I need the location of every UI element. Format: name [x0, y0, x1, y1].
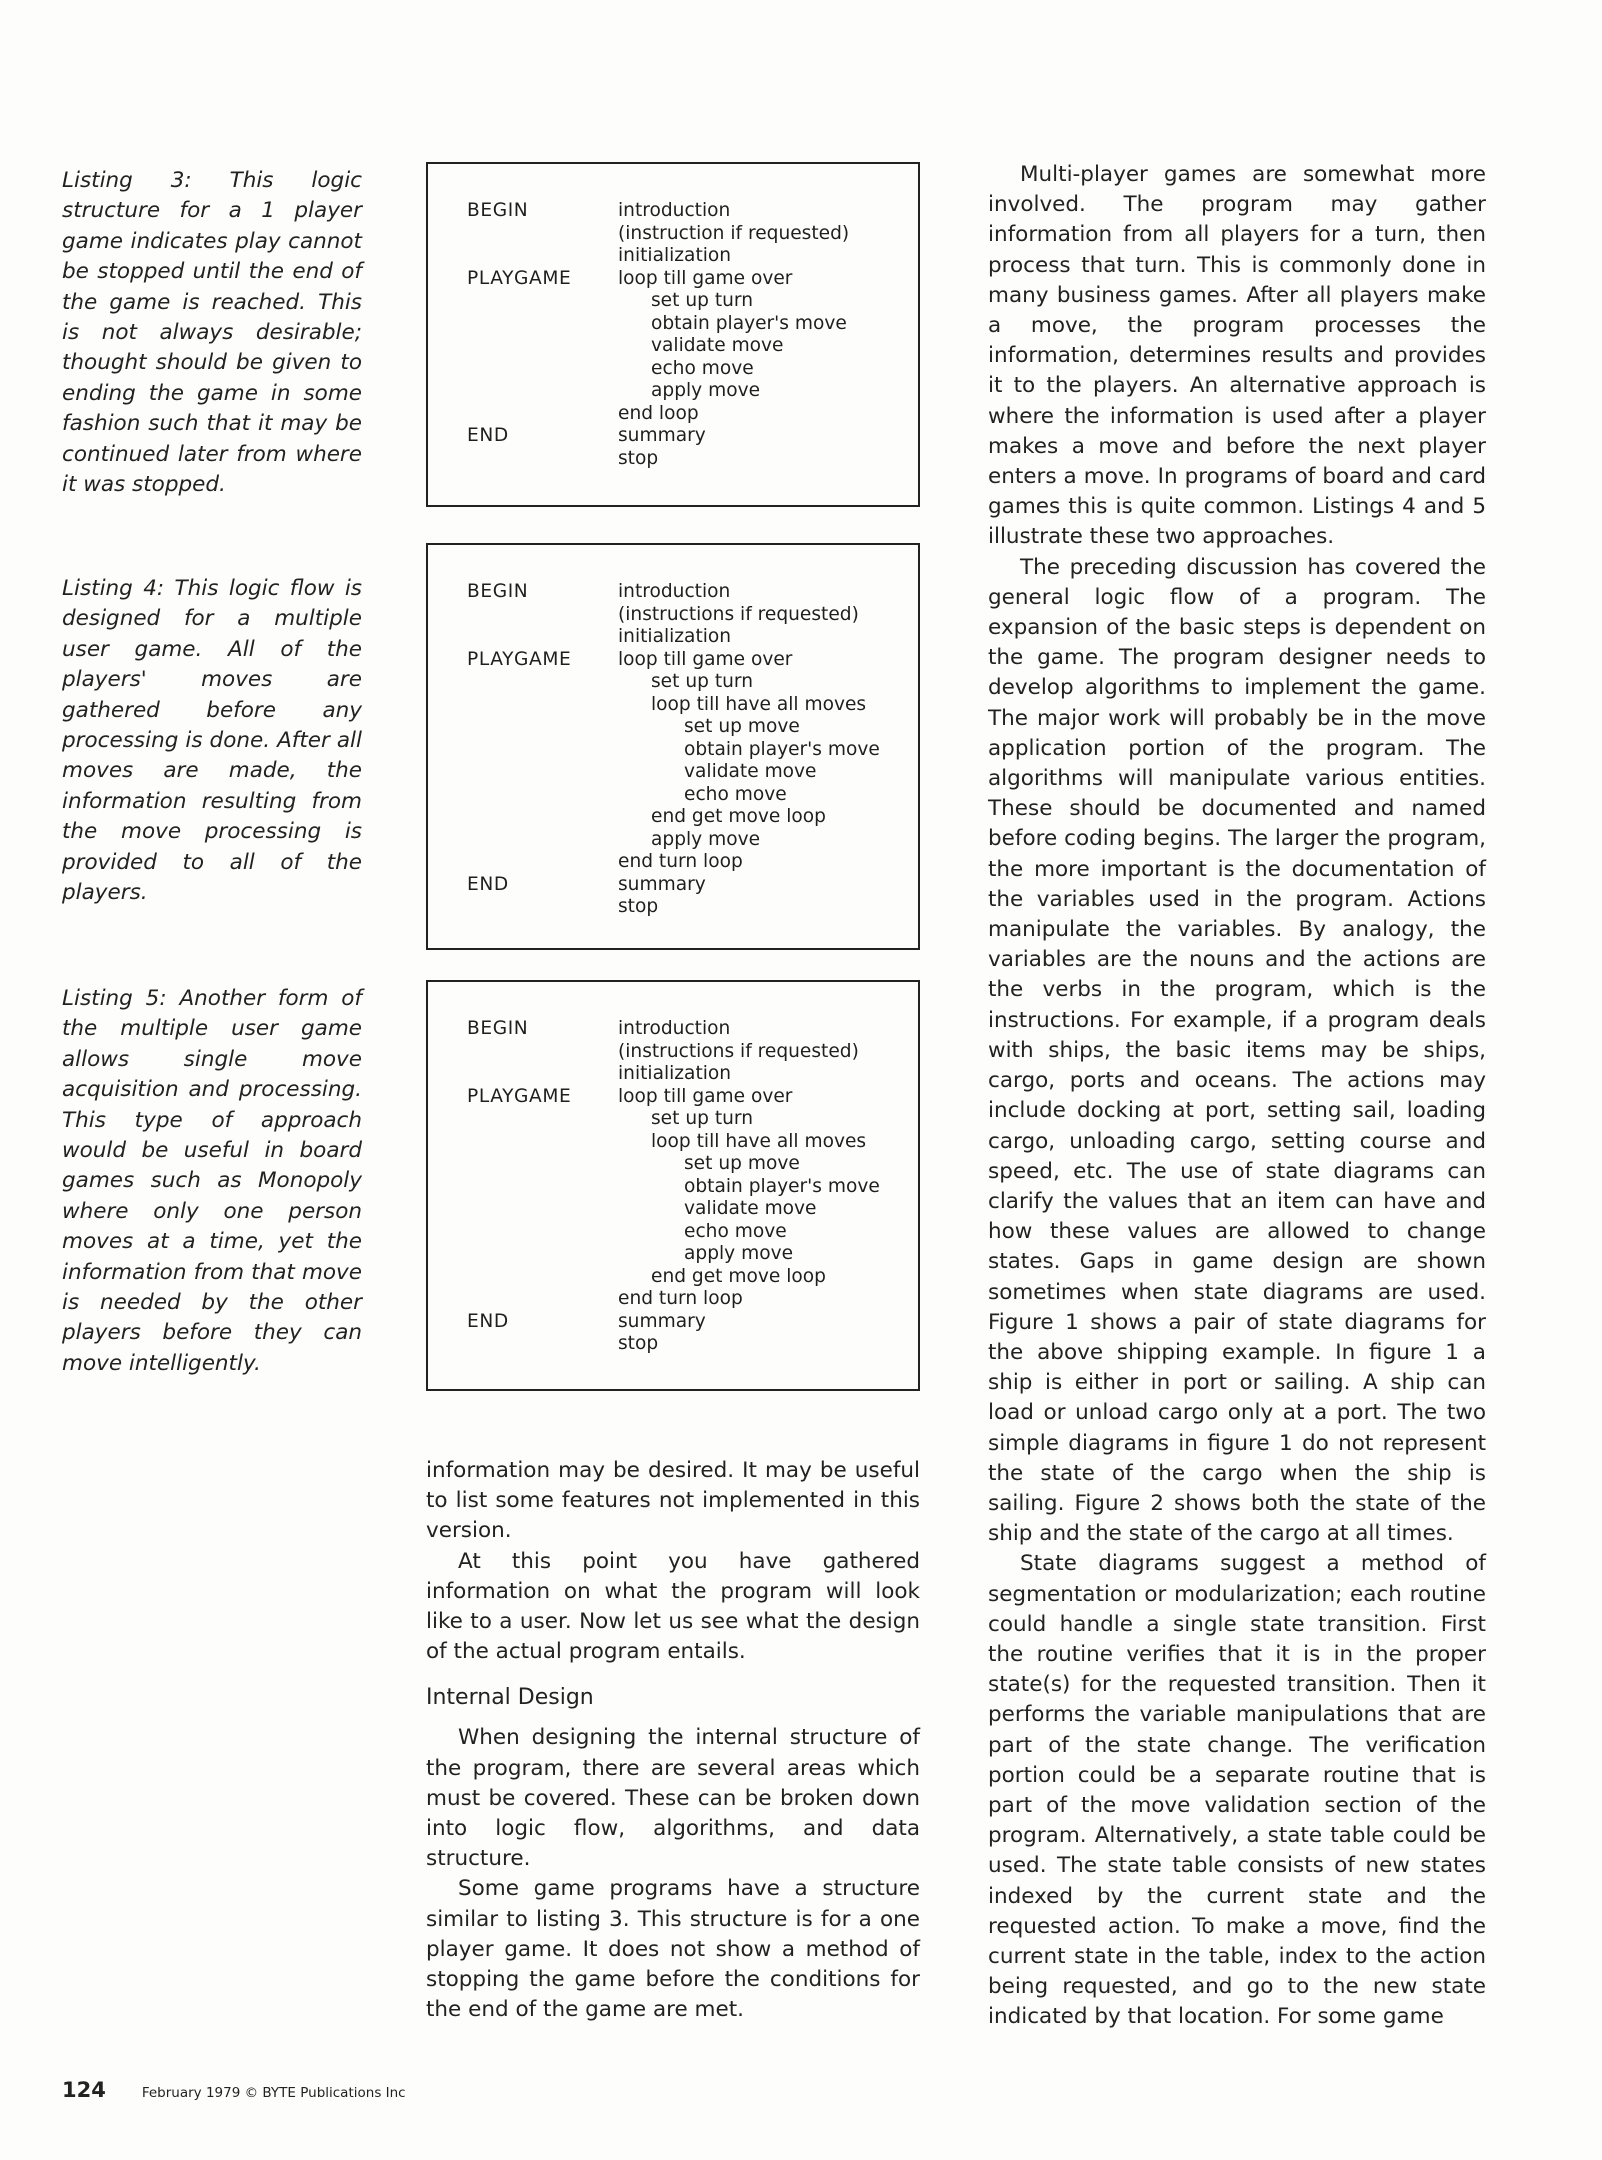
listing-statement: echo move	[684, 783, 787, 805]
listing-statement: introduction	[618, 581, 731, 602]
listing-statement: set up move	[684, 1153, 800, 1174]
listing-keyword: PLAYGAME	[467, 1085, 572, 1107]
listing-statement: stop	[618, 447, 659, 469]
right-paragraph-2: The preceding discussion has covered the general logic flow of a program. The expansion of the basic steps is dependent on the game. The program designer needs to develop algorithms to implement the game. The major work will probably be in the move application portion of the program. The algorithms will manipulate various entities. These should be documented and named before coding begins. The larger the program, the more important is the documentation of the variables used in the program. Actions manipulate the variables. By analogy, the variables are the nouns and the actions are the verbs in the program, which is the instructions. For example, if a program deals with ships, the basic items may be ships, cargo, ports and oceans. The actions may include docking at port, setting sail, loading cargo, unloading cargo, setting course and speed, etc. The use of state diagrams can clarify the values that an item can have and how these values are allowed to change states. Gaps in game design are shown sometimes when state diagrams are used. Figure 1 shows a pair of state diagrams for the above shipping example. In figure 1 a ship is either in port or sailing. A ship can load or unload cargo only at a port. The two simple diagrams in figure 1 do not represent the state of the cargo when the ship is sailing. Figure 2 shows both the state of the ship and the state of the cargo at all times.	[988, 554, 1486, 1547]
listing-statement: set up turn	[651, 671, 754, 692]
listing-statement: initialization	[618, 1063, 732, 1084]
listing-keyword: END	[467, 1310, 509, 1332]
listing-3-caption	[62, 166, 362, 500]
listing-statement: validate move	[684, 1198, 817, 1219]
listing-keyword: END	[467, 425, 509, 446]
listing-4-caption	[62, 574, 362, 908]
listing-statement: validate move	[651, 335, 784, 356]
listing-statement: (instructions if requested)	[618, 1040, 859, 1062]
listing-5-caption-text: Listing 5: Another form of the multiple user game allows single move acquisition and processing. This type of approach would be useful in board games such as Monopoly where only one person moves at a time, yet the information from that move is needed by the other players before they can move intelligently.	[62, 986, 362, 1376]
listing-statement: initialization	[618, 626, 732, 647]
middle-paragraph-1: information may be desired. It may be useful to list some features not implemented in this version.	[426, 1458, 920, 1544]
listing-5-box	[426, 980, 920, 1391]
page-number: 124	[62, 2078, 106, 2102]
listing-statement: set up move	[684, 716, 800, 737]
listing-statement: end get move loop	[651, 1265, 826, 1287]
listing-statement: obtain player's move	[684, 1175, 880, 1197]
page-footer	[62, 2078, 406, 2102]
footer-copyright: February 1979 © BYTE Publications Inc	[141, 2085, 406, 2101]
listing-5-caption	[62, 984, 362, 1379]
listing-statement: summary	[618, 1310, 706, 1332]
listing-statement: stop	[618, 1333, 659, 1354]
listing-statement: end turn loop	[618, 851, 743, 872]
listing-statement: echo move	[651, 357, 754, 379]
listing-statement: stop	[618, 896, 659, 917]
listing-4-box	[426, 543, 920, 950]
right-paragraph-3: State diagrams suggest a method of segmentation or modularization; each routine could handle a single state transition. First the routine verifies that it is in the proper state(s) for the requested transition. Then it performs the variable manipulations that are part of the state change. The verification portion could be a separate routine that is part of the move validation section of the program. Alternatively, a state table could be used. The state table consists of new states indexed by the current state and the requested action. To make a move, find the current state in the table, index to the action being requested, and go to the new state indicated by that location. For some game	[988, 1551, 1486, 2030]
listing-statement: (instructions if requested)	[618, 603, 859, 625]
listing-3-box	[426, 162, 920, 507]
listing-statement: loop till game over	[618, 1085, 793, 1107]
listing-statement: loop till game over	[618, 267, 793, 289]
listing-statement: loop till have all moves	[651, 693, 867, 715]
listing-statement: summary	[618, 425, 706, 446]
right-column	[988, 160, 1486, 2033]
listing-statement: echo move	[684, 1220, 787, 1242]
listing-keyword: PLAYGAME	[467, 648, 572, 670]
listing-statement: summary	[618, 873, 706, 895]
listing-statement: (instruction if requested)	[618, 222, 850, 244]
section-heading: Internal Design	[426, 1685, 594, 1711]
middle-paragraph-4: Some game programs have a structure similar to listing 3. This structure is for a one player game. It does not show a method of stopping the game before the conditions for the end of the game are met.	[426, 1876, 920, 2023]
listing-statement: initialization	[618, 245, 732, 266]
listing-keyword: BEGIN	[467, 581, 529, 602]
listing-statement: end loop	[618, 402, 699, 424]
listing-statement: apply move	[651, 380, 761, 401]
listing-statement: introduction	[618, 200, 731, 221]
listing-3-caption-text: Listing 3: This logic structure for a 1 player game indicates play cannot be stopped until the end of the game is reached. This is not always desirable; thought should be given to ending the game in some fashion such that it may be continued later from where it was stopped.	[62, 168, 362, 498]
listing-statement: loop till game over	[618, 648, 793, 670]
right-paragraph-1: Multi-player games are somewhat more involved. The program may gather information from all players for a turn, then process that turn. This is commonly done in many business games. After all players make a move, the program processes the information, determines results and provides it to the players. An alternative approach is where the information is used after a player makes a move and before the next player enters a move. In programs of board and card games this is quite common. Listings 4 and 5 illustrate these two approaches.	[988, 162, 1486, 550]
listing-statement: set up turn	[651, 290, 754, 311]
listing-4-caption-text: Listing 4: This logic flow is designed for a multiple user game. All of the players' moves are gathered before any processing is done. After all moves are made, the information resulting from the move processing is provided to all of the players.	[62, 576, 362, 906]
listing-statement: apply move	[651, 828, 761, 850]
listing-statement: end turn loop	[618, 1288, 743, 1309]
listing-statement: validate move	[684, 761, 817, 782]
listing-keyword: BEGIN	[467, 200, 529, 221]
listing-statement: apply move	[684, 1243, 794, 1264]
middle-paragraph-3: When designing the internal structure of the program, there are several areas which must be covered. These can be broken down into logic flow, algorithms, and data structure.	[426, 1725, 920, 1872]
listing-keyword: PLAYGAME	[467, 267, 572, 289]
listing-statement: introduction	[618, 1018, 731, 1039]
listing-keyword: BEGIN	[467, 1018, 529, 1039]
listing-statement: set up turn	[651, 1108, 754, 1129]
listing-statement: loop till have all moves	[651, 1130, 867, 1152]
middle-paragraph-2: At this point you have gathered information on what the program will look like to a user. Now let us see what the design of the actual program entails.	[426, 1548, 920, 1665]
listing-statement: obtain player's move	[651, 312, 847, 334]
listing-statement: obtain player's move	[684, 738, 880, 760]
middle-column	[426, 1456, 920, 2025]
listing-statement: end get move loop	[651, 806, 826, 827]
listing-keyword: END	[467, 873, 509, 895]
